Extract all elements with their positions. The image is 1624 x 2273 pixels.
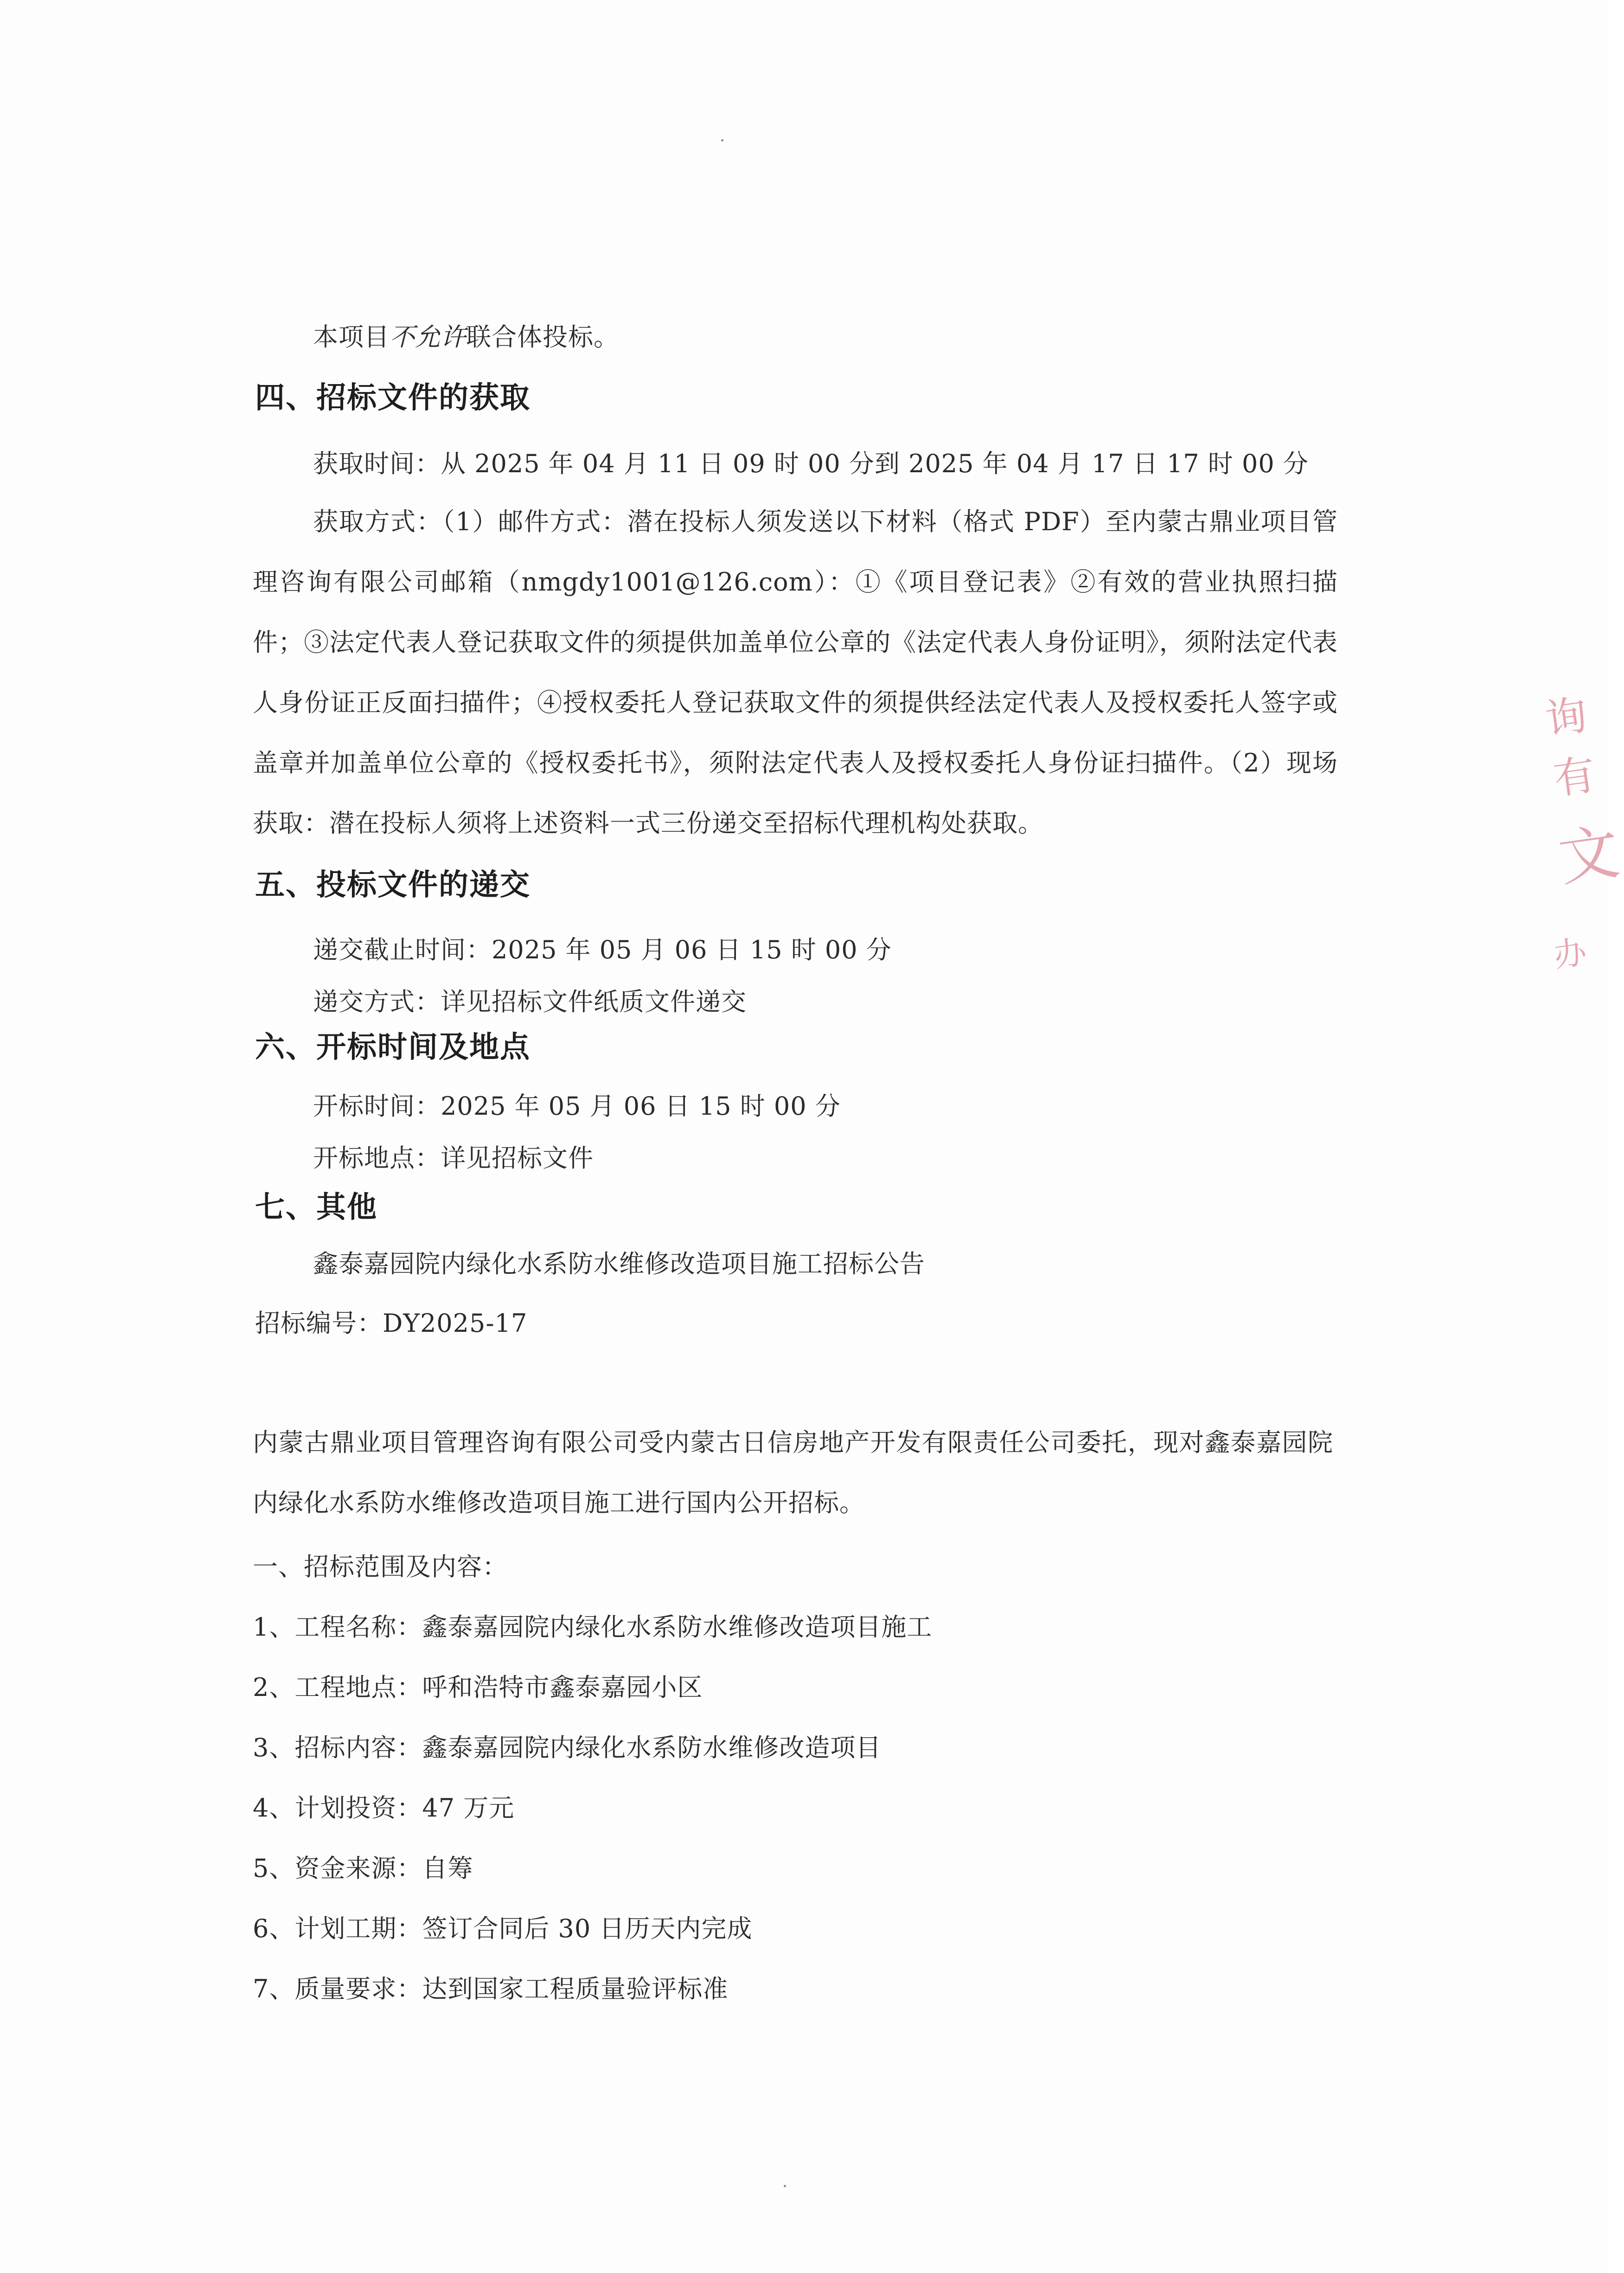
list-item: 5、资金来源：自筹 xyxy=(253,1854,473,1883)
scan-speck xyxy=(721,139,723,141)
stamp-fragment-text: 询有 xyxy=(1542,690,1599,804)
consortium-emphasis: 不允许 xyxy=(390,322,466,352)
stamp-fragment-text: 文 xyxy=(1554,816,1624,895)
submission-method: 递交方式：详见招标文件纸质文件递交 xyxy=(313,987,747,1016)
scope-heading: 一、招标范围及内容： xyxy=(253,1552,508,1581)
intro-paragraph: 内蒙古鼎业项目管理咨询有限公司受内蒙古日信房地产开发有限责任公司委托，现对鑫泰嘉园院内绿化水系防水维修改造项目施工进行国内公开招标。 xyxy=(253,1428,1333,1517)
list-item: 4、计划投资：47 万元 xyxy=(253,1793,515,1823)
list-item: 3、招标内容：鑫泰嘉园院内绿化水系防水维修改造项目 xyxy=(253,1733,882,1762)
section-6-heading: 六、开标时间及地点 xyxy=(255,1030,531,1065)
project-notice-title: 鑫泰嘉园院内绿化水系防水维修改造项目施工招标公告 xyxy=(313,1249,925,1278)
opening-time: 开标时间：2025 年 05 月 06 日 15 时 00 分 xyxy=(313,1092,841,1121)
opening-place: 开标地点：详见招标文件 xyxy=(313,1143,594,1173)
list-item: 6、计划工期：签订合同后 30 日历天内完成 xyxy=(253,1914,753,1943)
bid-number: 招标编号：DY2025-17 xyxy=(255,1309,528,1338)
stamp-fragment-text: 办 xyxy=(1551,932,1589,975)
acquisition-time: 获取时间：从 2025 年 04 月 11 日 09 时 00 分到 2025 年 04 月 17 日 17 时 00 分 xyxy=(313,449,1309,478)
section-7-heading: 七、其他 xyxy=(255,1190,377,1225)
list-item: 7、质量要求：达到国家工程质量验评标准 xyxy=(253,1974,729,2003)
scan-speck xyxy=(784,2185,786,2187)
section-5-heading: 五、投标文件的递交 xyxy=(255,868,531,902)
submission-deadline: 递交截止时间：2025 年 05 月 06 日 15 时 00 分 xyxy=(313,935,892,964)
list-item: 2、工程地点：呼和浩特市鑫泰嘉园小区 xyxy=(253,1673,703,1702)
acquisition-method: 获取方式：（1）邮件方式：潜在投标人须发送以下材料（格式 PDF）至内蒙古鼎业项目管理咨询有限公司邮箱（nmgdy1001@126.com）：①《项目登记表》②有效的营业执照扫描件；③法定代表人登记获取文件的须提供加盖单位公章的《法定代表人身份证明》，须附法定代表人身份证正反面扫描件；④授权委托人登记获取文件的须提供经法定代表人及授权委托人签字或盖章并加盖单位公章的《授权委托书》，须附法定代表人及授权委托人身份证扫描件。（2）现场获取：潜在投标人须将上述资料一式三份递交至招标代理机构处获取。 xyxy=(253,507,1338,838)
seal-stamp-fragment xyxy=(1542,668,1624,1021)
list-item: 1、工程名称：鑫泰嘉园院内绿化水系防水维修改造项目施工 xyxy=(253,1612,933,1642)
consortium-note: 本项目不允许联合体投标。 xyxy=(313,322,619,352)
section-4-heading: 四、招标文件的获取 xyxy=(255,381,531,415)
